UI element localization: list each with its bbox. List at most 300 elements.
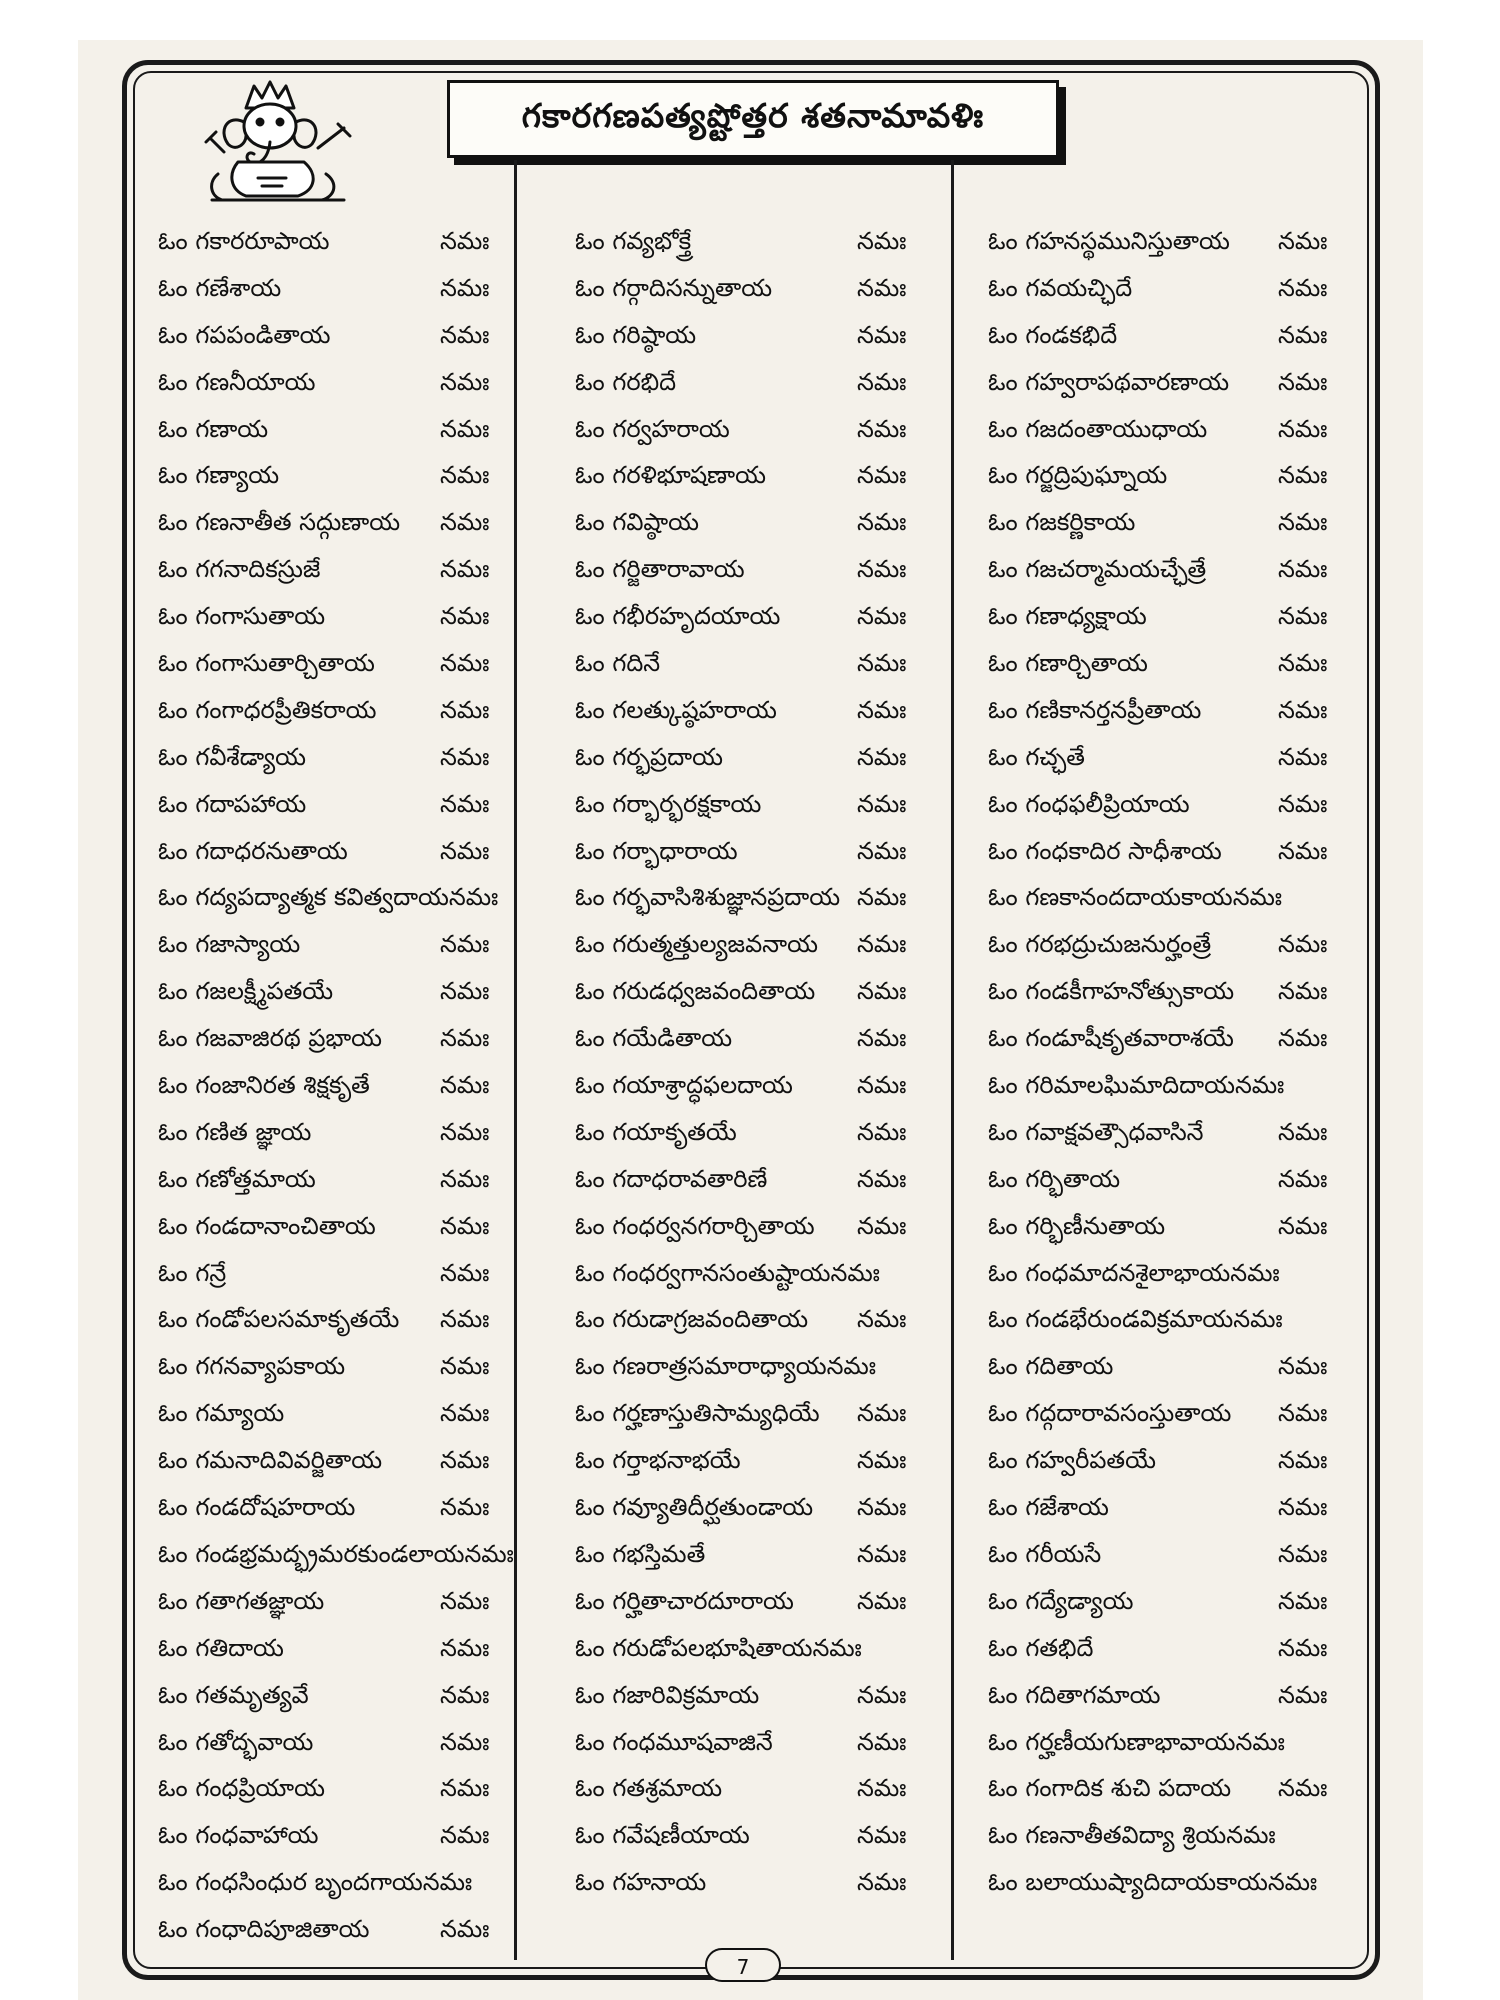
namah-label: నమః: [1278, 836, 1328, 865]
namah-label: నమః: [440, 1211, 490, 1240]
name-text: ఓం గండోపలసమాకృతయే: [158, 1305, 400, 1334]
namah-label: నమః: [440, 1024, 490, 1053]
list-item: [988, 1062, 1343, 1109]
list-item: [575, 1250, 935, 1297]
name-text: ఓం గదాధరావతారిణే: [575, 1164, 768, 1193]
list-item: [988, 1719, 1343, 1766]
list-item: [158, 921, 516, 968]
name-text: ఓం గణనాతీతవిద్యా శ్రియనమః: [988, 1821, 1276, 1850]
namah-label: నమః: [440, 1821, 490, 1850]
list-item: [575, 1719, 935, 1766]
list-item: [575, 1062, 935, 1109]
namah-label: నమః: [1278, 742, 1328, 771]
namah-label: నమః: [812, 1633, 862, 1662]
namah-label: నమః: [440, 1633, 490, 1662]
namah-label: నమః: [440, 414, 490, 443]
namah-label: నమః: [1278, 930, 1328, 959]
list-item: [988, 218, 1343, 265]
name-text: ఓం గజేశాయ: [988, 1493, 1109, 1522]
namah-label: నమః: [1267, 1868, 1318, 1897]
name-text: ఓం గమనాదివివర్జితాయ: [158, 1446, 383, 1475]
name-text: ఓం గజకర్ణికాయ: [988, 508, 1136, 537]
name-text: ఓం గణాయ: [158, 414, 269, 443]
name-text: ఓం గణనీయాయ: [158, 367, 316, 396]
name-text: ఓం గతభిదే: [988, 1633, 1094, 1662]
name-text: ఓం గంధసింధుర బృందగాయనమః: [158, 1868, 473, 1897]
namah-label: నమః: [1278, 789, 1328, 818]
namah-label: నమః: [440, 742, 490, 771]
list-item: [158, 1531, 516, 1578]
namah-label: నమః: [464, 1539, 514, 1568]
namah-label: నమః: [857, 414, 907, 443]
name-text: ఓం గంధర్వనగరార్చితాయ: [575, 1211, 815, 1240]
page-title: గకారగణపత్యష్టోత్తర శతనామావళిః: [447, 80, 1059, 158]
list-item: [575, 1812, 935, 1859]
name-text: ఓం గహ్వరాపథవారణాయ: [988, 367, 1230, 396]
namah-label: నమః: [440, 1680, 490, 1709]
namah-label: నమః: [1226, 1821, 1276, 1850]
name-text: ఓం గరభిదే: [575, 367, 677, 396]
list-item: [988, 828, 1343, 875]
list-item: [575, 968, 935, 1015]
name-text: ఓం గణికానర్తనప్రీతాయ: [988, 695, 1202, 724]
list-item: [575, 1578, 935, 1625]
name-text: ఓం గతోద్భవాయ: [158, 1727, 314, 1756]
list-item: [988, 499, 1343, 546]
name-text: ఓం గవయచ్ఛిదే: [988, 273, 1133, 302]
list-item: [575, 312, 935, 359]
namah-label: నమః: [857, 1071, 907, 1100]
list-item: [158, 1062, 516, 1109]
name-text: ఓం గంధర్వగానసంతుష్టాయనమః: [575, 1258, 880, 1287]
name-text: ఓం గయాశ్రాద్ధఫలదాయ: [575, 1071, 793, 1100]
list-item: [988, 1484, 1343, 1531]
namah-label: నమః: [1278, 977, 1328, 1006]
list-item: [988, 546, 1343, 593]
name-text: ఓం గండదానాంచితాయ: [158, 1211, 376, 1240]
name-text: ఓం గహనాయ: [575, 1868, 707, 1897]
name-text: ఓం గర్జద్రిపుఘ్నాయ: [988, 461, 1168, 490]
namah-label: నమః: [440, 1305, 490, 1334]
name-text: ఓం గద్యేడ్యాయ: [988, 1586, 1134, 1615]
list-item: [988, 406, 1343, 453]
list-item: [158, 265, 516, 312]
list-item: [575, 265, 935, 312]
name-text: ఓం గరుత్మత్తుల్యజవనాయ: [575, 930, 818, 959]
name-text: ఓం గభీరహృదయాయ: [575, 602, 781, 631]
list-item: [575, 734, 935, 781]
list-item: [575, 828, 935, 875]
list-item: [158, 687, 516, 734]
name-text: ఓం గజారివిక్రమాయ: [575, 1680, 760, 1709]
namah-label: నమః: [857, 789, 907, 818]
namah-label: నమః: [857, 1164, 907, 1193]
list-item: [158, 1859, 516, 1906]
namah-label: నమః: [857, 1211, 907, 1240]
namah-label: నమః: [1278, 1352, 1328, 1381]
name-text: ఓం గతిదాయ: [158, 1633, 284, 1662]
list-item: [575, 499, 935, 546]
namah-label: నమః: [422, 1868, 473, 1897]
namah-label: నమః: [857, 1493, 907, 1522]
list-item: [158, 312, 516, 359]
list-item: [575, 687, 935, 734]
list-item: [988, 1859, 1343, 1906]
name-text: ఓం గవ్యభోక్త్రే: [575, 227, 692, 255]
name-text: ఓం గర్తాభనాభయే: [575, 1446, 741, 1475]
list-item: [988, 1250, 1343, 1297]
name-text: ఓం గహనస్థమునిస్తుతాయ: [988, 227, 1230, 255]
list-item: [158, 218, 516, 265]
list-item: [158, 1343, 516, 1390]
namah-label: నమః: [1232, 883, 1283, 912]
namah-label: నమః: [1278, 555, 1328, 584]
name-text: ఓం గరిమాలఘిమాదిదాయనమః: [988, 1071, 1285, 1100]
name-text: ఓం గర్హితాచారదూరాయ: [575, 1586, 794, 1615]
list-item: [158, 828, 516, 875]
namah-label: నమః: [857, 273, 907, 302]
ganesha-icon: [198, 78, 358, 206]
namah-label: నమః: [1278, 602, 1328, 631]
name-text: ఓం బలాయుష్యాదిదాయకాయనమః: [988, 1868, 1318, 1897]
name-text: ఓం గరీయసే: [988, 1539, 1102, 1568]
namah-label: నమః: [1278, 1211, 1328, 1240]
list-item: [158, 1812, 516, 1859]
name-text: ఓం గమ్యాయ: [158, 1399, 285, 1428]
name-text: ఓం గండూషీకృతవారాశయే: [988, 1024, 1234, 1053]
namah-label: నమః: [857, 695, 907, 724]
list-item: [158, 640, 516, 687]
name-text: ఓం గంధవాహాయ: [158, 1821, 319, 1850]
name-text: ఓం గవీశేడ్యాయ: [158, 742, 306, 771]
namah-label: నమః: [1278, 414, 1328, 443]
names-column-2: [575, 218, 935, 1906]
name-text: ఓం గరభద్రుచుజనుర్హంత్రే: [988, 930, 1212, 959]
list-item: [158, 359, 516, 406]
name-text: ఓం గర్భార్భరక్షకాయ: [575, 789, 762, 818]
list-item: [575, 874, 935, 921]
list-item: [988, 1812, 1343, 1859]
list-item: [158, 1250, 516, 1297]
name-text: ఓం గయేడితాయ: [575, 1024, 733, 1053]
namah-label: నమః: [1278, 227, 1328, 255]
name-text: ఓం గరుడధ్వజవందితాయ: [575, 977, 816, 1006]
name-text: ఓం గండకభిదే: [988, 320, 1118, 349]
list-item: [575, 1765, 935, 1812]
namah-label: నమః: [440, 649, 490, 678]
namah-label: నమః: [440, 695, 490, 724]
name-text: ఓం గభస్తిమతే: [575, 1539, 706, 1568]
namah-label: నమః: [440, 367, 490, 396]
list-item: [158, 1156, 516, 1203]
name-text: ఓం గర్హణాస్తుతిసామ్యధియే: [575, 1399, 820, 1428]
name-text: ఓం గపపండితాయ: [158, 320, 331, 349]
list-item: [158, 499, 516, 546]
namah-label: నమః: [857, 508, 907, 537]
name-text: ఓం గంధమాదనశైలాభాయనమః: [988, 1258, 1280, 1287]
namah-label: నమః: [448, 883, 499, 912]
namah-label: నమః: [857, 1024, 907, 1053]
list-item: [988, 1531, 1343, 1578]
name-text: ఓం గర్గాదిసన్నుతాయ: [575, 273, 773, 302]
name-text: ఓం గదితాగమాయ: [988, 1680, 1161, 1709]
namah-label: నమః: [440, 461, 490, 490]
namah-label: నమః: [857, 649, 907, 678]
list-item: [988, 452, 1343, 499]
list-item: [988, 1343, 1343, 1390]
name-text: ఓం గరిష్ఠాయ: [575, 320, 697, 349]
name-text: ఓం గణకానందదాయకాయనమః: [988, 883, 1283, 912]
name-text: ఓం గర్జితారావాయ: [575, 555, 745, 584]
namah-label: నమః: [440, 1117, 490, 1146]
namah-label: నమః: [440, 1071, 490, 1100]
namah-label: నమః: [440, 320, 490, 349]
name-text: ఓం గణాధ్యక్షాయ: [988, 602, 1147, 631]
namah-label: నమః: [857, 930, 907, 959]
namah-label: నమః: [440, 227, 490, 255]
namah-label: నమః: [440, 1258, 490, 1287]
namah-label: నమః: [1235, 1727, 1285, 1756]
name-text: ఓం గదాపహాయ: [158, 789, 307, 818]
name-text: ఓం గజచర్మామయచ్ఛేత్రే: [988, 555, 1207, 584]
namah-label: నమః: [1278, 649, 1328, 678]
name-text: ఓం గంగాధరప్రీతికరాయ: [158, 695, 377, 724]
name-text: ఓం గద్గదారావసంస్తుతాయ: [988, 1399, 1232, 1428]
list-item: [158, 1719, 516, 1766]
name-text: ఓం గయాకృతయే: [575, 1117, 737, 1146]
namah-label: నమః: [857, 367, 907, 396]
namah-label: నమః: [857, 1774, 907, 1803]
list-item: [575, 452, 935, 499]
namah-label: నమః: [440, 977, 490, 1006]
name-text: ఓం గంధాదిపూజితాయ: [158, 1915, 370, 1944]
namah-label: నమః: [440, 1493, 490, 1522]
list-item: [575, 1109, 935, 1156]
namah-label: నమః: [857, 1399, 907, 1428]
list-item: [988, 874, 1343, 921]
namah-label: నమః: [440, 789, 490, 818]
name-text: ఓం గదాధరనుతాయ: [158, 836, 348, 865]
list-item: [988, 1203, 1343, 1250]
name-text: ఓం గంధఫలీప్రియాయ: [988, 789, 1190, 818]
names-column-1: [158, 218, 516, 1953]
list-item: [158, 968, 516, 1015]
namah-label: నమః: [1233, 1305, 1283, 1334]
namah-label: నమః: [440, 555, 490, 584]
name-text: ఓం గదినే: [575, 649, 661, 678]
namah-label: నమః: [1278, 1774, 1328, 1803]
list-item: [988, 1672, 1343, 1719]
name-text: ఓం గజలక్ష్మీపతయే: [158, 977, 334, 1006]
list-item: [575, 1531, 935, 1578]
name-text: ఓం గర్హణీయగుణాభావాయనమః: [988, 1727, 1285, 1756]
namah-label: నమః: [1230, 1258, 1280, 1287]
namah-label: నమః: [440, 1727, 490, 1756]
list-item: [988, 968, 1343, 1015]
namah-label: నమః: [857, 977, 907, 1006]
list-item: [575, 546, 935, 593]
namah-label: నమః: [1278, 320, 1328, 349]
namah-label: నమః: [440, 1915, 490, 1944]
namah-label: నమః: [857, 320, 907, 349]
list-item: [988, 1765, 1343, 1812]
namah-label: నమః: [1278, 461, 1328, 490]
namah-label: నమః: [440, 508, 490, 537]
name-text: ఓం గన్రే: [158, 1258, 227, 1287]
namah-label: నమః: [857, 1727, 907, 1756]
name-text: ఓం గణ్యాయ: [158, 461, 280, 490]
list-item: [988, 1296, 1343, 1343]
namah-label: నమః: [857, 1446, 907, 1475]
list-item: [575, 1625, 935, 1672]
name-text: ఓం గగనవ్యాపకాయ: [158, 1352, 346, 1381]
namah-label: నమః: [857, 883, 907, 912]
list-item: [575, 218, 935, 265]
list-item: [158, 452, 516, 499]
list-item: [158, 1625, 516, 1672]
list-item: [988, 921, 1343, 968]
name-text: ఓం గలత్కుష్ఠహరాయ: [575, 695, 777, 724]
list-item: [158, 1765, 516, 1812]
list-item: [575, 359, 935, 406]
name-text: ఓం గణేశాయ: [158, 273, 282, 302]
list-item: [988, 1578, 1343, 1625]
name-text: ఓం గజాస్యాయ: [158, 930, 301, 959]
list-item: [988, 265, 1343, 312]
list-item: [158, 1390, 516, 1437]
list-item: [158, 546, 516, 593]
list-item: [158, 781, 516, 828]
namah-label: నమః: [440, 1586, 490, 1615]
name-text: ఓం గంజానిరత శిక్షకృతే: [158, 1071, 370, 1100]
namah-label: నమః: [857, 227, 907, 255]
namah-label: నమః: [440, 1352, 490, 1381]
list-item: [988, 781, 1343, 828]
name-text: ఓం గర్భాధారాయ: [575, 836, 738, 865]
namah-label: నమః: [440, 602, 490, 631]
list-item: [988, 734, 1343, 781]
name-text: ఓం గంధమూషవాజినే: [575, 1727, 773, 1756]
name-text: ఓం గంధప్రియాయ: [158, 1774, 325, 1803]
name-text: ఓం గణరాత్రసమారాధ్యాయనమః: [575, 1352, 876, 1381]
name-text: ఓం గంగాసుతాయ: [158, 602, 326, 631]
list-item: [158, 1203, 516, 1250]
list-item: [575, 1437, 935, 1484]
namah-label: నమః: [440, 1446, 490, 1475]
list-item: [158, 1906, 516, 1953]
list-item: [988, 593, 1343, 640]
namah-label: నమః: [857, 742, 907, 771]
name-text: ఓం గంగాదిక శుచి పదాయ: [988, 1774, 1232, 1803]
namah-label: నమః: [1278, 1680, 1328, 1709]
list-item: [575, 921, 935, 968]
list-item: [158, 406, 516, 453]
list-item: [158, 1578, 516, 1625]
name-text: ఓం గర్భితాయ: [988, 1164, 1121, 1193]
namah-label: నమః: [1278, 1164, 1328, 1193]
list-item: [575, 640, 935, 687]
name-text: ఓం గవిష్ఠాయ: [575, 508, 700, 537]
namah-label: నమః: [1278, 508, 1328, 537]
list-item: [988, 1390, 1343, 1437]
list-item: [575, 1390, 935, 1437]
list-item: [158, 1015, 516, 1062]
list-item: [988, 312, 1343, 359]
namah-label: నమః: [857, 602, 907, 631]
list-item: [575, 593, 935, 640]
list-item: [988, 1109, 1343, 1156]
name-text: ఓం గకారరూపాయ: [158, 227, 330, 255]
name-text: ఓం గండభ్రమద్భ్రమరకుండలాయనమః: [158, 1539, 514, 1568]
names-column-3: [988, 218, 1343, 1906]
namah-label: నమః: [857, 1868, 907, 1897]
name-text: ఓం గర్భవాసిశిశుజ్ఞానప్రదాయ: [575, 883, 841, 912]
name-text: ఓం గణనాతీత సద్గుణాయ: [158, 508, 401, 537]
name-text: ఓం గవేషణీయాయ: [575, 1821, 750, 1850]
list-item: [988, 687, 1343, 734]
name-text: ఓం గండదోషహరాయ: [158, 1493, 356, 1522]
namah-label: నమః: [857, 1305, 907, 1334]
list-item: [158, 1109, 516, 1156]
list-item: [988, 1156, 1343, 1203]
name-text: ఓం గండభేరుండవిక్రమాయనమః: [988, 1305, 1283, 1334]
list-item: [575, 1296, 935, 1343]
list-item: [575, 1203, 935, 1250]
name-text: ఓం గంధకాదిర సాధీశాయ: [988, 836, 1222, 865]
namah-label: నమః: [1278, 1493, 1328, 1522]
list-item: [575, 1343, 935, 1390]
list-item: [575, 1484, 935, 1531]
namah-label: నమః: [1278, 1539, 1328, 1568]
list-item: [575, 406, 935, 453]
name-text: ఓం గణార్చితాయ: [988, 649, 1148, 678]
namah-label: నమః: [857, 1539, 907, 1568]
namah-label: నమః: [1234, 1071, 1285, 1100]
list-item: [158, 1484, 516, 1531]
namah-label: నమః: [440, 1774, 490, 1803]
namah-label: నమః: [1278, 1586, 1328, 1615]
namah-label: నమః: [1278, 1024, 1328, 1053]
namah-label: నమః: [857, 1680, 907, 1709]
list-item: [158, 1437, 516, 1484]
name-text: ఓం గద్యపద్యాత్మక కవిత్వదాయనమః: [158, 883, 499, 912]
namah-label: నమః: [1278, 1633, 1328, 1662]
namah-label: నమః: [1278, 273, 1328, 302]
namah-label: నమః: [826, 1352, 876, 1381]
list-item: [988, 1625, 1343, 1672]
namah-label: నమః: [440, 836, 490, 865]
namah-label: నమః: [857, 555, 907, 584]
namah-label: నమః: [1278, 1446, 1328, 1475]
namah-label: నమః: [440, 273, 490, 302]
name-text: ఓం గణోత్తమాయ: [158, 1164, 316, 1193]
namah-label: నమః: [857, 836, 907, 865]
name-text: ఓం గణిత జ్ఞాయ: [158, 1117, 312, 1146]
page-number: 7: [705, 1948, 781, 1982]
name-text: ఓం గరుడాగ్రజవందితాయ: [575, 1305, 809, 1334]
list-item: [575, 781, 935, 828]
namah-label: నమః: [1278, 695, 1328, 724]
namah-label: నమః: [857, 461, 907, 490]
column-divider: [951, 160, 954, 1960]
namah-label: నమః: [857, 1821, 907, 1850]
name-text: ఓం గదితాయ: [988, 1352, 1114, 1381]
namah-label: నమః: [1278, 1117, 1328, 1146]
namah-label: నమః: [857, 1586, 907, 1615]
name-text: ఓం గజవాజిరథ ప్రభాయ: [158, 1024, 383, 1053]
name-text: ఓం గచ్ఛతే: [988, 742, 1085, 771]
name-text: ఓం గరుడోపలభూషితాయనమః: [575, 1633, 862, 1662]
